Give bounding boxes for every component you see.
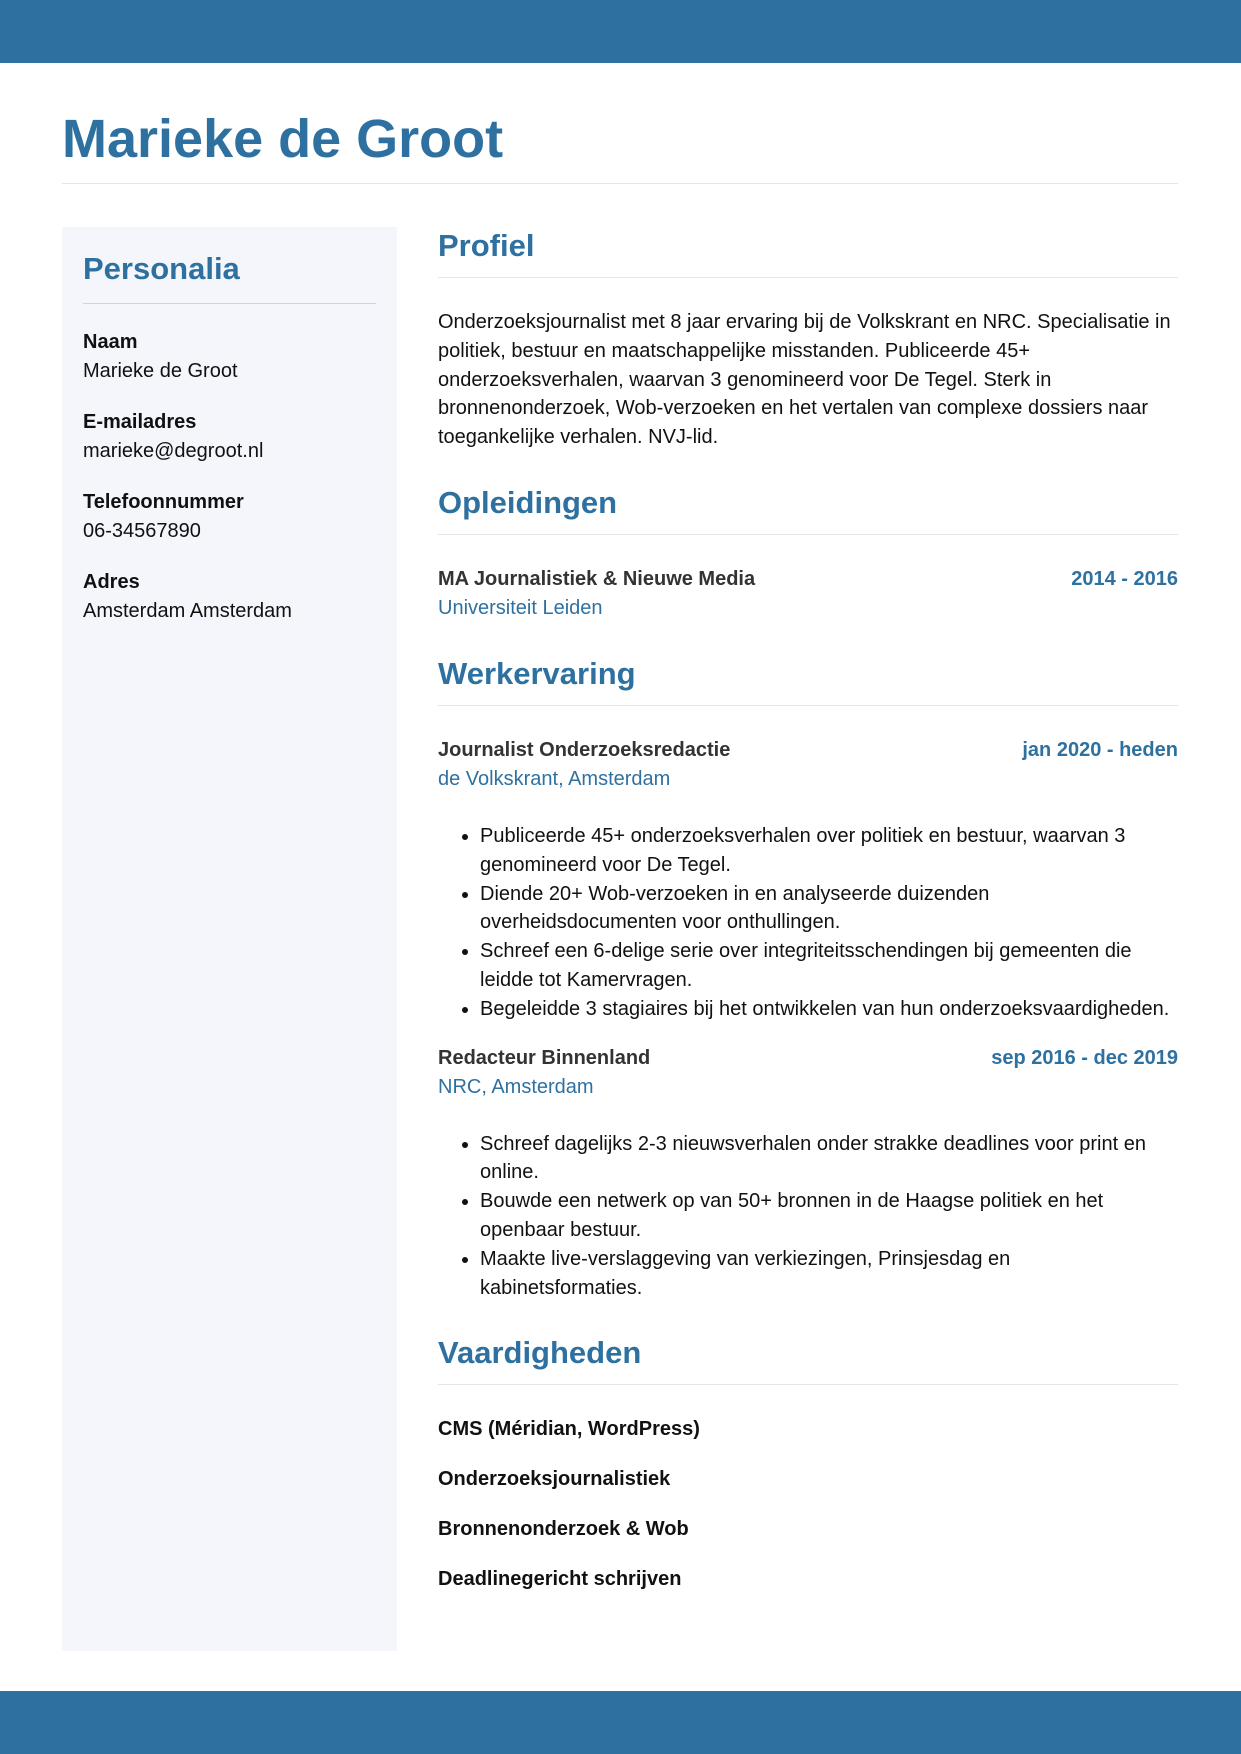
entry-header bbox=[438, 1044, 1178, 1073]
skill-item: Deadlinegericht schrijven bbox=[438, 1568, 682, 1591]
employer: NRC, Amsterdam bbox=[438, 1075, 594, 1098]
job-title: Redacteur Binnenland bbox=[438, 1046, 651, 1069]
footer-band bbox=[0, 1691, 1241, 1754]
section-title: Opleidingen bbox=[438, 484, 618, 520]
list-item: • Maakte live-verslaggeving van verkiezingen, Prinsjesdag en kabinetsformaties. bbox=[480, 1245, 1178, 1303]
field-label: Adres bbox=[83, 571, 140, 593]
profile-section bbox=[438, 225, 1178, 452]
education-entry bbox=[438, 565, 1178, 623]
list-item: • Schreef een 6-delige serie over integriteitsschendingen bij gemeenten die leidde tot Kamervragen. bbox=[480, 937, 1178, 995]
header-band bbox=[0, 0, 1241, 63]
list-item: • Schreef dagelijks 2-3 nieuwsverhalen onder strakke deadlines voor print en online. bbox=[480, 1130, 1178, 1188]
skills-section bbox=[438, 1332, 1178, 1594]
entry-header bbox=[438, 736, 1178, 765]
entry-header bbox=[438, 565, 1178, 594]
header-divider bbox=[62, 183, 1178, 184]
experience-section bbox=[438, 653, 1178, 1302]
email-value: marieke@degroot.nl bbox=[83, 440, 264, 462]
degree-title: MA Journalistiek & Nieuwe Media bbox=[438, 567, 756, 590]
section-divider bbox=[438, 534, 1178, 535]
achievement-list bbox=[438, 1130, 1178, 1303]
field-label: Telefoonnummer bbox=[83, 491, 244, 513]
entry-dates: sep 2016 - dec 2019 bbox=[991, 1046, 1178, 1069]
achievement-list bbox=[438, 822, 1178, 1024]
phone-value: 06-34567890 bbox=[83, 520, 201, 542]
field-phone bbox=[83, 488, 376, 546]
field-label: Naam bbox=[83, 331, 138, 353]
address-value: Amsterdam Amsterdam bbox=[83, 600, 292, 622]
field-value: Marieke de Groot bbox=[83, 360, 238, 382]
profile-text: Onderzoeksjournalist met 8 jaar ervaring bij de Volkskrant en NRC. Specialisatie in politiek, bestuur en maatschappelijke misstanden. Publiceerde 45+ onderzoeksverhalen, waarvan 3 genomineerd voor De Tegel. Sterk in bronnenonderzoek, Wob-verzoeken en het vertalen van complexe dossiers naar toegankelijke verhalen. NVJ-lid. bbox=[438, 311, 1171, 449]
job-title: Journalist Onderzoeksredactie bbox=[438, 738, 731, 761]
list-item: • Diende 20+ Wob-verzoeken in en analyseerde duizenden overheidsdocumenten voor onthullingen. bbox=[480, 880, 1178, 938]
entry-dates: jan 2020 - heden bbox=[1022, 738, 1178, 761]
section-divider bbox=[438, 1384, 1178, 1385]
section-title: Vaardigheden bbox=[438, 1335, 642, 1371]
list-item: • Begeleidde 3 stagiaires bij het ontwikkelen van hun onderzoeksvaardigheden. bbox=[480, 995, 1178, 1024]
candidate-name: Marieke de Groot bbox=[62, 109, 504, 169]
education-section bbox=[438, 482, 1178, 623]
section-divider bbox=[438, 705, 1178, 706]
sidebar-divider bbox=[83, 303, 376, 304]
list-item: • Publiceerde 45+ onderzoeksverhalen over politiek en bestuur, waarvan 3 genomineerd voor De Tegel. bbox=[480, 822, 1178, 880]
section-title: Werkervaring bbox=[438, 655, 636, 691]
entry-dates: 2014 - 2016 bbox=[1071, 567, 1178, 590]
field-name bbox=[83, 328, 376, 386]
field-address bbox=[83, 568, 376, 626]
skill-item: Bronnenonderzoek & Wob bbox=[438, 1518, 689, 1541]
experience-entry bbox=[438, 736, 1178, 1024]
field-email bbox=[83, 408, 376, 466]
main-content bbox=[438, 225, 1178, 1615]
employer: de Volkskrant, Amsterdam bbox=[438, 767, 671, 790]
skill-item: CMS (Méridian, WordPress) bbox=[438, 1418, 700, 1441]
personal-details-sidebar bbox=[62, 227, 397, 1651]
skill-item: Onderzoeksjournalistiek bbox=[438, 1468, 671, 1491]
school-name: Universiteit Leiden bbox=[438, 596, 603, 619]
sidebar-title: Personalia bbox=[83, 251, 240, 286]
list-item: • Bouwde een netwerk op van 50+ bronnen in de Haagse politiek en het openbaar bestuur. bbox=[480, 1187, 1178, 1245]
experience-entry bbox=[438, 1044, 1178, 1303]
section-title: Profiel bbox=[438, 228, 535, 263]
field-label: E-mailadres bbox=[83, 411, 197, 433]
section-divider bbox=[438, 277, 1178, 278]
